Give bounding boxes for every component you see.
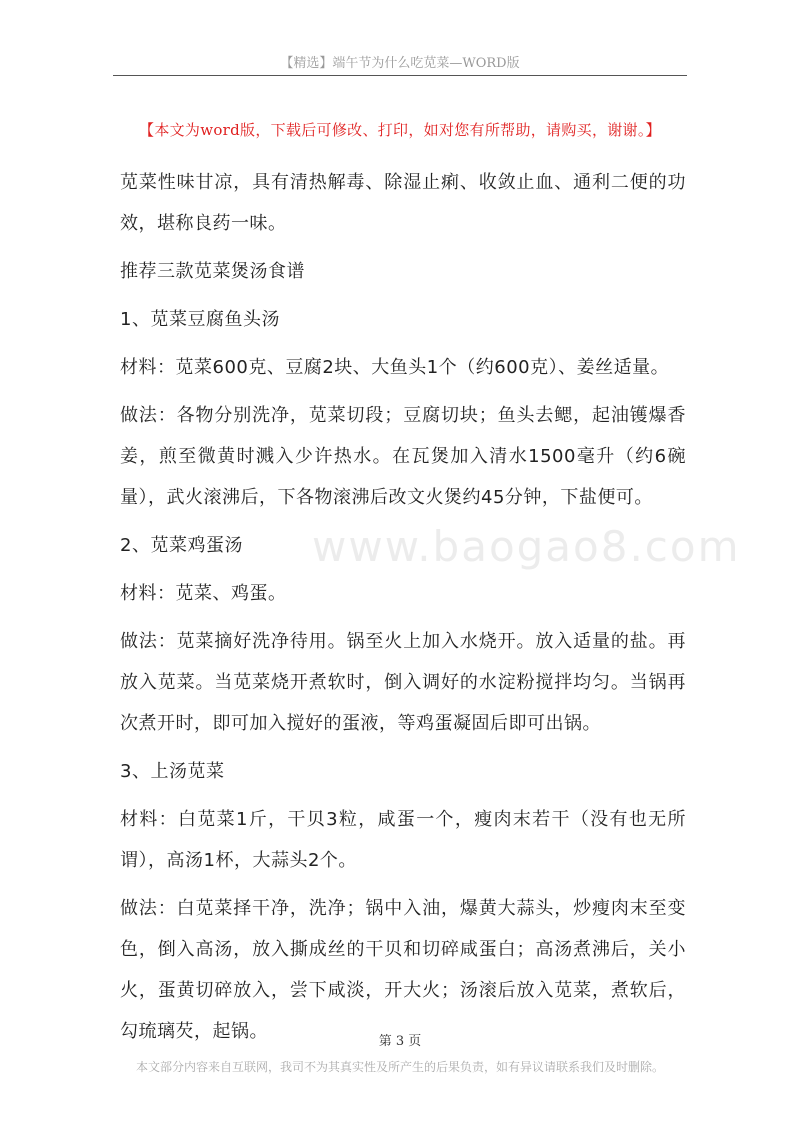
page-header: 【精选】端午节为什么吃苋菜—WORD版 (280, 56, 520, 71)
header-divider (113, 75, 687, 76)
section-heading: 推荐三款苋菜煲汤食谱 (120, 261, 305, 282)
recipe-ingredients: 材料：白苋菜1斤，干贝3粒，咸蛋一个，瘦肉末若干（没有也无所谓），高汤1杯，大蒜头2个。 (120, 809, 686, 871)
recipe-title: 3、上汤苋菜 (120, 761, 225, 782)
recipe-method: 做法：各物分别洗净，苋菜切段；豆腐切块；鱼头去鳃，起油镬爆香姜，煎至微黄时溅入少许热水。在瓦煲加入清水1500毫升（约6碗量），武火滚沸后，下各物滚沸后改文火煲约45分钟，下盐便可。 (120, 405, 686, 508)
recipe-title: 2、苋菜鸡蛋汤 (120, 535, 243, 556)
recipe-method: 做法：白苋菜择干净，洗净；锅中入油，爆黄大蒜头，炒瘦肉末至变色，倒入高汤，放入撕成丝的干贝和切碎咸蛋白；高汤煮沸后，关小火，蛋黄切碎放入，尝下咸淡，开大火；汤滚后放入苋菜，煮软后，勾琉璃芡，起锅。 (120, 898, 686, 1042)
recipe-title: 1、苋菜豆腐鱼头汤 (120, 309, 280, 330)
page-footer: 本文部分内容来自互联网，我司不为其真实性及所产生的后果负责，如有异议请联系我们及时删除。 (135, 1060, 664, 1074)
intro-paragraph: 苋菜性味甘凉，具有清热解毒、除湿止痢、收敛止血、通利二便的功效，堪称良药一味。 (120, 172, 686, 234)
recipe-method: 做法：苋菜摘好洗净待用。锅至火上加入水烧开。放入适量的盐。再放入苋菜。当苋菜烧开煮软时，倒入调好的水淀粉搅拌均匀。当锅再次煮开时，即可加入搅好的蛋液，等鸡蛋凝固后即可出锅。 (120, 631, 686, 734)
word-version-notice: 【本文为word版，下载后可修改、打印，如对您有所帮助，请购买，谢谢。】 (139, 121, 661, 139)
recipe-ingredients: 材料：苋菜、鸡蛋。 (120, 583, 287, 604)
page-number: 第 3 页 (378, 1034, 422, 1049)
watermark: www.baogao8.com (312, 522, 741, 571)
document-body (120, 162, 686, 1059)
recipe-ingredients: 材料：苋菜600克、豆腐2块、大鱼头1个（约600克）、姜丝适量。 (120, 357, 670, 378)
